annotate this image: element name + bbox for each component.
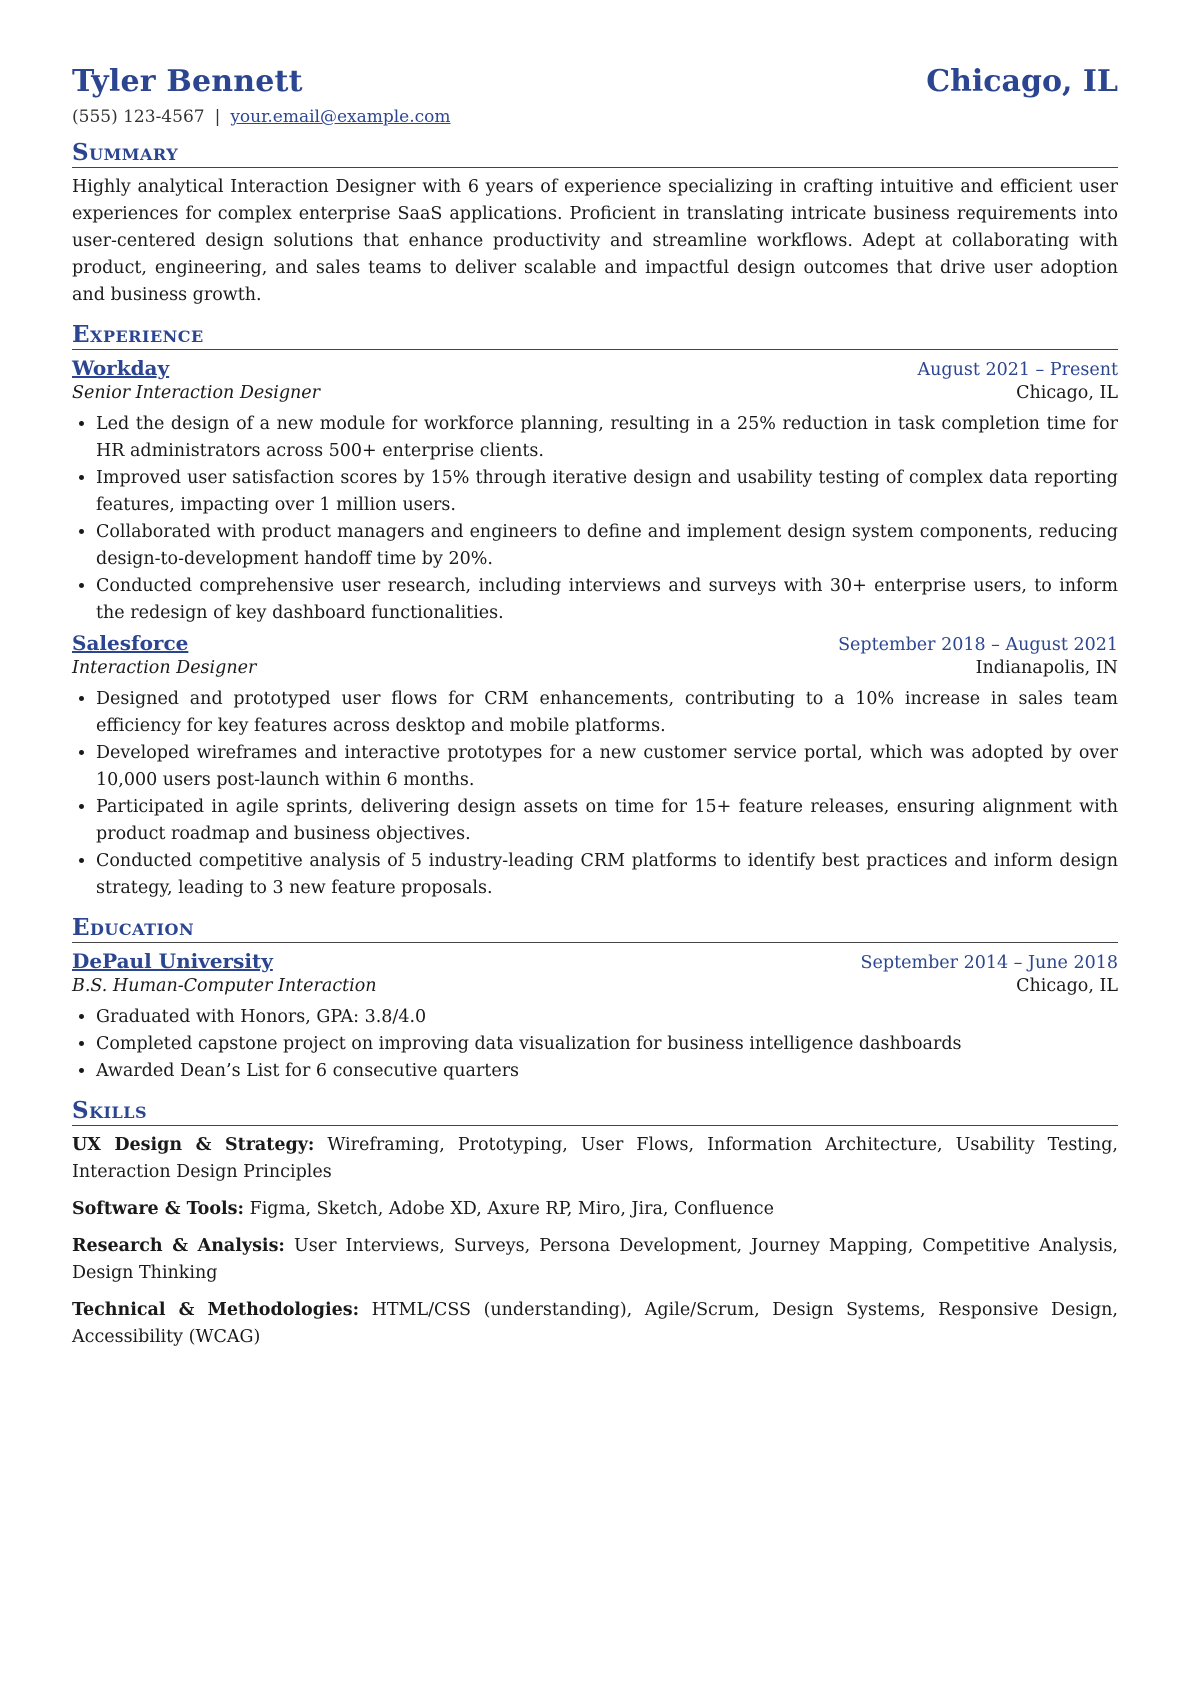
- resume-header: [72, 64, 1118, 99]
- bullet-item: • Conducted competitive analysis of 5 industry-leading CRM platforms to identify best practices and inform design strategy, leading to 3 new feature proposals.: [96, 848, 1118, 902]
- skill-line: [72, 1233, 1118, 1287]
- header-location: Chicago, IL: [926, 64, 1118, 99]
- skill-label: Research & Analysis:: [72, 1236, 285, 1256]
- email-link[interactable]: your.email@example.com: [230, 107, 451, 127]
- job-entry-workday: [72, 356, 1118, 627]
- bullet-item: • Completed capstone project on improving data visualization for business intelligence dashboards: [96, 1031, 1118, 1058]
- job-bullets: [72, 411, 1118, 627]
- skill-line: [72, 1132, 1118, 1186]
- contact-line: [72, 107, 1118, 127]
- summary-section: [72, 139, 1118, 309]
- job-location: Indianapolis, IN: [975, 658, 1118, 678]
- section-title-education: Education: [72, 914, 1118, 943]
- skill-value: Figma, Sketch, Adobe XD, Axure RP, Miro, Jira, Confluence: [249, 1199, 774, 1219]
- bullet-item: • Improved user satisfaction scores by 15% through iterative design and usability testing of complex data reporting features, impacting over 1 million users.: [96, 465, 1118, 519]
- skill-label: Software & Tools:: [72, 1199, 244, 1219]
- bullet-item: • Led the design of a new module for workforce planning, resulting in a 25% reduction in task completion time for HR administrators across 500+ enterprise clients.: [96, 411, 1118, 465]
- job-role: Interaction Designer: [72, 658, 257, 678]
- degree: B.S. Human-Computer Interaction: [72, 976, 377, 996]
- skill-value: Wireframing, Prototyping, User Flows, Information Architecture, Usability Testing, Interaction Design Principles: [72, 1135, 1118, 1182]
- job-role: Senior Interaction Designer: [72, 383, 321, 403]
- company-name[interactable]: Salesforce: [72, 631, 189, 655]
- education-location: Chicago, IL: [1016, 976, 1118, 996]
- skill-value: HTML/CSS (understanding), Agile/Scrum, Design Systems, Responsive Design, Accessibility (WCAG): [72, 1300, 1118, 1347]
- bullet-item: • Developed wireframes and interactive prototypes for a new customer service portal, which was adopted by over 10,000 users post-launch within 6 months.: [96, 740, 1118, 794]
- job-bullets: [72, 686, 1118, 902]
- phone-number: (555) 123-4567: [72, 107, 205, 127]
- education-bullets: [72, 1004, 1118, 1085]
- bullet-item: • Designed and prototyped user flows for CRM enhancements, contributing to a 10% increase in sales team efficiency for key features across desktop and mobile platforms.: [96, 686, 1118, 740]
- bullet-item: • Collaborated with product managers and engineers to define and implement design system components, reducing design-to-development handoff time by 20%.: [96, 519, 1118, 573]
- education-dates: September 2014 – June 2018: [860, 953, 1118, 973]
- bullet-item: • Participated in agile sprints, delivering design assets on time for 15+ feature releases, ensuring alignment with product roadmap and business objectives.: [96, 794, 1118, 848]
- school-name[interactable]: DePaul University: [72, 949, 273, 973]
- job-location: Chicago, IL: [1016, 383, 1118, 403]
- company-name[interactable]: Workday: [72, 356, 170, 380]
- skills-section: [72, 1097, 1118, 1351]
- education-section: [72, 914, 1118, 1085]
- section-title-summary: Summary: [72, 139, 1118, 168]
- experience-section: [72, 321, 1118, 902]
- section-title-skills: Skills: [72, 1097, 1118, 1126]
- skill-label: UX Design & Strategy:: [72, 1135, 315, 1155]
- contact-separator: |: [214, 107, 221, 127]
- education-entry: [72, 949, 1118, 1085]
- job-dates: September 2018 – August 2021: [838, 635, 1118, 655]
- skill-value: User Interviews, Surveys, Persona Development, Journey Mapping, Competitive Analysis, Design Thinking: [72, 1236, 1118, 1283]
- skill-line: [72, 1297, 1118, 1351]
- summary-text: Highly analytical Interaction Designer with 6 years of experience specializing in crafting intuitive and efficient user experiences for complex enterprise SaaS applications. Proficient in translating intricate business requirements into user-centered design solutions that enhance productivity and streamline workflows. Adept at collaborating with product, engineering, and sales teams to deliver scalable and impactful design outcomes that drive user adoption and business growth.: [72, 177, 1118, 305]
- candidate-name: Tyler Bennett: [72, 64, 303, 99]
- bullet-item: • Graduated with Honors, GPA: 3.8/4.0: [96, 1004, 1118, 1031]
- section-title-experience: Experience: [72, 321, 1118, 350]
- job-dates: August 2021 – Present: [917, 360, 1118, 380]
- bullet-item: • Conducted comprehensive user research, including interviews and surveys with 30+ enterprise users, to inform the redesign of key dashboard functionalities.: [96, 573, 1118, 627]
- job-entry-salesforce: [72, 631, 1118, 902]
- bullet-item: • Awarded Dean’s List for 6 consecutive quarters: [96, 1058, 1118, 1085]
- skill-line: [72, 1196, 1118, 1223]
- skill-label: Technical & Methodologies:: [72, 1300, 360, 1320]
